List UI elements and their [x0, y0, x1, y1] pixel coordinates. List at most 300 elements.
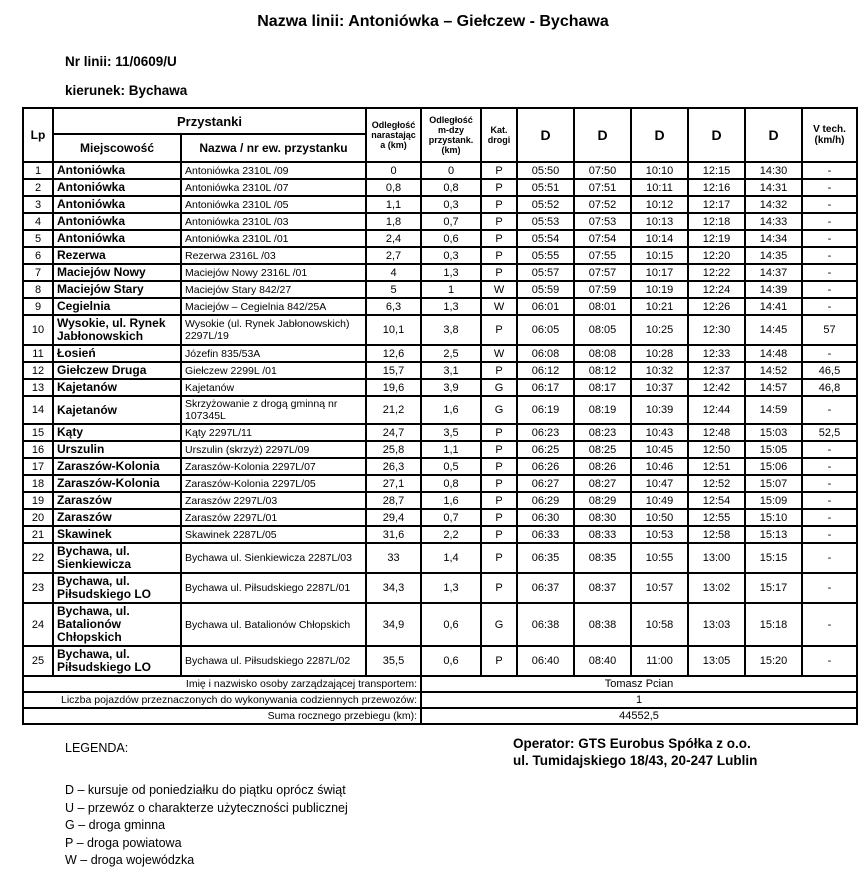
- table-row: [23, 281, 857, 298]
- cell-departure-time-1: 06:40: [517, 646, 574, 676]
- cell-v-tech: -: [802, 475, 857, 492]
- cell-distance-cumulative: 4: [366, 264, 421, 281]
- table-row: [23, 573, 857, 603]
- cell-distance-cumulative: 0: [366, 162, 421, 179]
- cell-lp: 1: [23, 162, 53, 179]
- cell-departure-time-2: 08:12: [574, 362, 631, 379]
- cell-distance-between: 0,7: [421, 213, 481, 230]
- cell-departure-time-1: 05:52: [517, 196, 574, 213]
- cell-city: Bychawa, ul. Batalionów Chłopskich: [53, 603, 181, 646]
- cell-departure-time-1: 06:37: [517, 573, 574, 603]
- cell-departure-time-4: 12:58: [688, 526, 745, 543]
- cell-departure-time-2: 08:40: [574, 646, 631, 676]
- cell-distance-between: 2,2: [421, 526, 481, 543]
- cell-lp: 23: [23, 573, 53, 603]
- cell-distance-between: 1,4: [421, 543, 481, 573]
- cell-road-category: W: [481, 281, 517, 298]
- cell-departure-time-3: 10:39: [631, 396, 688, 424]
- cell-departure-time-5: 14:39: [745, 281, 802, 298]
- cell-distance-between: 0,3: [421, 247, 481, 264]
- cell-stop-name: Skrzyżowanie z drogą gminną nr 107345L: [181, 396, 366, 424]
- cell-distance-cumulative: 21,2: [366, 396, 421, 424]
- cell-departure-time-1: 06:05: [517, 315, 574, 345]
- cell-road-category: P: [481, 424, 517, 441]
- cell-distance-between: 3,9: [421, 379, 481, 396]
- cell-city: Bychawa, ul. Sienkiewicza: [53, 543, 181, 573]
- cell-distance-between: 0,7: [421, 509, 481, 526]
- table-row: [23, 458, 857, 475]
- cell-stop-name: Maciejów Stary 842/27: [181, 281, 366, 298]
- cell-lp: 14: [23, 396, 53, 424]
- cell-v-tech: -: [802, 646, 857, 676]
- cell-v-tech: -: [802, 213, 857, 230]
- legend-item: D – kursuje od poniedziałku do piątku oprócz świąt: [65, 783, 346, 797]
- cell-departure-time-2: 08:23: [574, 424, 631, 441]
- cell-distance-cumulative: 2,4: [366, 230, 421, 247]
- operator-info: [513, 735, 757, 769]
- cell-distance-between: 1,1: [421, 441, 481, 458]
- cell-distance-between: 1,6: [421, 492, 481, 509]
- cell-city: Giełczew Druga: [53, 362, 181, 379]
- cell-distance-between: 2,5: [421, 345, 481, 362]
- cell-departure-time-1: 06:38: [517, 603, 574, 646]
- cell-departure-time-4: 12:44: [688, 396, 745, 424]
- cell-v-tech: 46,5: [802, 362, 857, 379]
- cell-v-tech: -: [802, 603, 857, 646]
- cell-departure-time-3: 10:45: [631, 441, 688, 458]
- cell-city: Antoniówka: [53, 213, 181, 230]
- cell-departure-time-3: 10:32: [631, 362, 688, 379]
- cell-departure-time-1: 06:12: [517, 362, 574, 379]
- operator-name: Operator: GTS Eurobus Spółka z o.o.: [513, 736, 751, 751]
- cell-departure-time-5: 14:35: [745, 247, 802, 264]
- cell-lp: 7: [23, 264, 53, 281]
- cell-distance-cumulative: 19,6: [366, 379, 421, 396]
- cell-distance-cumulative: 1,8: [366, 213, 421, 230]
- cell-departure-time-2: 07:51: [574, 179, 631, 196]
- cell-v-tech: -: [802, 509, 857, 526]
- cell-road-category: P: [481, 179, 517, 196]
- cell-city: Antoniówka: [53, 196, 181, 213]
- cell-departure-time-3: 10:37: [631, 379, 688, 396]
- cell-distance-between: 0,8: [421, 475, 481, 492]
- cell-v-tech: -: [802, 230, 857, 247]
- header-d-3: D: [631, 108, 688, 162]
- cell-v-tech: -: [802, 441, 857, 458]
- cell-stop-name: Kąty 2297L/11: [181, 424, 366, 441]
- cell-city: Łosień: [53, 345, 181, 362]
- cell-road-category: P: [481, 646, 517, 676]
- table-row: [23, 603, 857, 646]
- cell-departure-time-5: 15:20: [745, 646, 802, 676]
- legend-item: G – droga gminna: [65, 818, 166, 832]
- cell-city: Cegielnia: [53, 298, 181, 315]
- cell-road-category: P: [481, 362, 517, 379]
- cell-departure-time-2: 07:57: [574, 264, 631, 281]
- table-row: [23, 264, 857, 281]
- cell-departure-time-5: 15:13: [745, 526, 802, 543]
- table-row: [23, 179, 857, 196]
- cell-departure-time-3: 10:47: [631, 475, 688, 492]
- cell-stop-name: Bychawa ul. Piłsudskiego 2287L/01: [181, 573, 366, 603]
- cell-v-tech: -: [802, 458, 857, 475]
- cell-road-category: P: [481, 162, 517, 179]
- timetable: [22, 107, 858, 725]
- cell-departure-time-4: 12:30: [688, 315, 745, 345]
- page-title: Nazwa linii: Antoniówka – Giełczew - Bychawa: [257, 13, 609, 30]
- cell-v-tech: -: [802, 247, 857, 264]
- line-number: Nr linii: 11/0609/U: [65, 54, 177, 69]
- cell-v-tech: -: [802, 573, 857, 603]
- cell-v-tech: -: [802, 179, 857, 196]
- cell-departure-time-4: 12:51: [688, 458, 745, 475]
- legend-title: LEGENDA:: [65, 741, 129, 755]
- header-v-tech: V tech. (km/h): [802, 108, 857, 162]
- cell-road-category: P: [481, 526, 517, 543]
- cell-departure-time-2: 07:52: [574, 196, 631, 213]
- cell-city: Antoniówka: [53, 230, 181, 247]
- cell-stop-name: Zaraszów-Kolonia 2297L/07: [181, 458, 366, 475]
- cell-departure-time-5: 14:33: [745, 213, 802, 230]
- cell-departure-time-4: 12:54: [688, 492, 745, 509]
- cell-departure-time-4: 12:50: [688, 441, 745, 458]
- cell-distance-cumulative: 34,9: [366, 603, 421, 646]
- cell-departure-time-5: 14:52: [745, 362, 802, 379]
- cell-departure-time-3: 10:14: [631, 230, 688, 247]
- table-row: [23, 315, 857, 345]
- cell-departure-time-3: 10:19: [631, 281, 688, 298]
- cell-stop-name: Antoniówka 2310L /07: [181, 179, 366, 196]
- table-row: [23, 441, 857, 458]
- cell-distance-cumulative: 12,6: [366, 345, 421, 362]
- timetable-footer: [23, 676, 857, 724]
- cell-v-tech: -: [802, 298, 857, 315]
- cell-lp: 12: [23, 362, 53, 379]
- cell-v-tech: 52,5: [802, 424, 857, 441]
- table-row: [23, 396, 857, 424]
- cell-distance-cumulative: 29,4: [366, 509, 421, 526]
- table-row: [23, 213, 857, 230]
- cell-road-category: P: [481, 213, 517, 230]
- cell-stop-name: Bychawa ul. Sienkiewicza 2287L/03: [181, 543, 366, 573]
- cell-departure-time-3: 10:53: [631, 526, 688, 543]
- cell-lp: 16: [23, 441, 53, 458]
- cell-road-category: P: [481, 543, 517, 573]
- cell-departure-time-5: 15:03: [745, 424, 802, 441]
- cell-departure-time-1: 05:50: [517, 162, 574, 179]
- cell-distance-cumulative: 35,5: [366, 646, 421, 676]
- cell-city: Antoniówka: [53, 162, 181, 179]
- cell-departure-time-4: 12:26: [688, 298, 745, 315]
- cell-departure-time-2: 07:54: [574, 230, 631, 247]
- cell-stop-name: Zaraszów 2297L/01: [181, 509, 366, 526]
- cell-departure-time-4: 12:15: [688, 162, 745, 179]
- direction: kierunek: Bychawa: [65, 83, 188, 98]
- cell-stop-name: Maciejów – Cegielnia 842/25A: [181, 298, 366, 315]
- cell-lp: 17: [23, 458, 53, 475]
- table-row: [23, 379, 857, 396]
- cell-v-tech: -: [802, 264, 857, 281]
- header-d-5: D: [745, 108, 802, 162]
- cell-stop-name: Antoniówka 2310L /03: [181, 213, 366, 230]
- cell-departure-time-5: 14:30: [745, 162, 802, 179]
- cell-departure-time-2: 08:17: [574, 379, 631, 396]
- cell-departure-time-2: 08:05: [574, 315, 631, 345]
- cell-stop-name: Giełczew 2299L /01: [181, 362, 366, 379]
- cell-distance-between: 0,3: [421, 196, 481, 213]
- cell-departure-time-1: 06:26: [517, 458, 574, 475]
- cell-departure-time-2: 08:19: [574, 396, 631, 424]
- cell-distance-between: 1,3: [421, 264, 481, 281]
- cell-departure-time-4: 12:20: [688, 247, 745, 264]
- header-lp: Lp: [23, 108, 53, 162]
- cell-departure-time-1: 06:25: [517, 441, 574, 458]
- cell-departure-time-3: 10:55: [631, 543, 688, 573]
- summary-row: [23, 692, 857, 708]
- table-row: [23, 509, 857, 526]
- header-przystanki: Przystanki: [53, 108, 366, 134]
- cell-stop-name: Antoniówka 2310L /05: [181, 196, 366, 213]
- cell-city: Wysokie, ul. Rynek Jabłonowskich: [53, 315, 181, 345]
- cell-city: Zaraszów-Kolonia: [53, 458, 181, 475]
- summary-value: 1: [421, 692, 857, 708]
- cell-departure-time-2: 07:59: [574, 281, 631, 298]
- cell-departure-time-3: 10:10: [631, 162, 688, 179]
- header-d-2: D: [574, 108, 631, 162]
- cell-city: Kajetanów: [53, 379, 181, 396]
- cell-departure-time-5: 14:31: [745, 179, 802, 196]
- cell-road-category: G: [481, 396, 517, 424]
- cell-departure-time-3: 10:50: [631, 509, 688, 526]
- cell-stop-name: Zaraszów-Kolonia 2297L/05: [181, 475, 366, 492]
- cell-distance-between: 0,6: [421, 230, 481, 247]
- cell-stop-name: Zaraszów 2297L/03: [181, 492, 366, 509]
- cell-distance-between: 3,1: [421, 362, 481, 379]
- cell-departure-time-3: 10:17: [631, 264, 688, 281]
- cell-departure-time-2: 08:30: [574, 509, 631, 526]
- cell-city: Antoniówka: [53, 179, 181, 196]
- cell-road-category: P: [481, 509, 517, 526]
- cell-departure-time-1: 06:19: [517, 396, 574, 424]
- cell-stop-name: Wysokie (ul. Rynek Jabłonowskich) 2297L/19: [181, 315, 366, 345]
- cell-road-category: G: [481, 379, 517, 396]
- cell-lp: 3: [23, 196, 53, 213]
- cell-lp: 4: [23, 213, 53, 230]
- cell-road-category: W: [481, 345, 517, 362]
- cell-departure-time-4: 12:16: [688, 179, 745, 196]
- cell-departure-time-1: 05:51: [517, 179, 574, 196]
- cell-departure-time-4: 12:17: [688, 196, 745, 213]
- cell-stop-name: Bychawa ul. Piłsudskiego 2287L/02: [181, 646, 366, 676]
- cell-lp: 21: [23, 526, 53, 543]
- summary-row: [23, 708, 857, 724]
- cell-lp: 9: [23, 298, 53, 315]
- cell-departure-time-1: 06:33: [517, 526, 574, 543]
- cell-distance-between: 0: [421, 162, 481, 179]
- cell-city: Skawinek: [53, 526, 181, 543]
- cell-distance-cumulative: 26,3: [366, 458, 421, 475]
- cell-departure-time-2: 08:01: [574, 298, 631, 315]
- cell-distance-cumulative: 27,1: [366, 475, 421, 492]
- operator-address: ul. Tumidajskiego 18/43, 20-247 Lublin: [513, 753, 758, 768]
- table-row: [23, 646, 857, 676]
- cell-lp: 10: [23, 315, 53, 345]
- cell-departure-time-2: 08:25: [574, 441, 631, 458]
- cell-departure-time-1: 06:08: [517, 345, 574, 362]
- cell-departure-time-4: 12:22: [688, 264, 745, 281]
- cell-departure-time-4: 12:42: [688, 379, 745, 396]
- cell-departure-time-2: 08:35: [574, 543, 631, 573]
- cell-v-tech: -: [802, 345, 857, 362]
- cell-departure-time-4: 12:24: [688, 281, 745, 298]
- cell-departure-time-4: 13:05: [688, 646, 745, 676]
- header-city: Miejscowość: [53, 134, 181, 162]
- cell-v-tech: -: [802, 281, 857, 298]
- cell-stop-name: Rezerwa 2316L /03: [181, 247, 366, 264]
- header-stop-name: Nazwa / nr ew. przystanku: [181, 134, 366, 162]
- cell-departure-time-5: 15:06: [745, 458, 802, 475]
- table-row: [23, 196, 857, 213]
- cell-departure-time-1: 06:23: [517, 424, 574, 441]
- cell-city: Bychawa, ul. Piłsudskiego LO: [53, 646, 181, 676]
- cell-road-category: G: [481, 603, 517, 646]
- cell-v-tech: 46,8: [802, 379, 857, 396]
- table-row: [23, 424, 857, 441]
- cell-lp: 15: [23, 424, 53, 441]
- cell-road-category: W: [481, 298, 517, 315]
- cell-departure-time-3: 10:25: [631, 315, 688, 345]
- cell-lp: 2: [23, 179, 53, 196]
- summary-label: Imię i nazwisko osoby zarządzającej transportem:: [23, 676, 421, 692]
- cell-v-tech: -: [802, 196, 857, 213]
- cell-departure-time-3: 10:12: [631, 196, 688, 213]
- cell-lp: 13: [23, 379, 53, 396]
- cell-departure-time-1: 06:01: [517, 298, 574, 315]
- cell-departure-time-2: 07:50: [574, 162, 631, 179]
- cell-distance-between: 0,8: [421, 179, 481, 196]
- table-row: [23, 526, 857, 543]
- cell-departure-time-2: 08:33: [574, 526, 631, 543]
- table-row: [23, 230, 857, 247]
- cell-stop-name: Bychawa ul. Batalionów Chłopskich: [181, 603, 366, 646]
- cell-lp: 18: [23, 475, 53, 492]
- cell-departure-time-5: 15:10: [745, 509, 802, 526]
- cell-departure-time-4: 13:03: [688, 603, 745, 646]
- cell-departure-time-1: 06:17: [517, 379, 574, 396]
- cell-road-category: P: [481, 230, 517, 247]
- cell-city: Zaraszów: [53, 492, 181, 509]
- cell-road-category: P: [481, 264, 517, 281]
- cell-city: Rezerwa: [53, 247, 181, 264]
- cell-stop-name: Kajetanów: [181, 379, 366, 396]
- summary-value: 44552,5: [421, 708, 857, 724]
- cell-departure-time-5: 14:34: [745, 230, 802, 247]
- cell-departure-time-2: 08:37: [574, 573, 631, 603]
- cell-departure-time-3: 10:21: [631, 298, 688, 315]
- cell-distance-cumulative: 31,6: [366, 526, 421, 543]
- cell-distance-cumulative: 0,8: [366, 179, 421, 196]
- cell-departure-time-1: 05:53: [517, 213, 574, 230]
- cell-road-category: P: [481, 573, 517, 603]
- cell-stop-name: Maciejów Nowy 2316L /01: [181, 264, 366, 281]
- cell-distance-cumulative: 5: [366, 281, 421, 298]
- cell-departure-time-5: 15:15: [745, 543, 802, 573]
- table-row: [23, 475, 857, 492]
- cell-departure-time-5: 14:41: [745, 298, 802, 315]
- table-row: [23, 345, 857, 362]
- cell-lp: 11: [23, 345, 53, 362]
- cell-departure-time-5: 14:37: [745, 264, 802, 281]
- cell-distance-between: 1,6: [421, 396, 481, 424]
- cell-departure-time-4: 13:00: [688, 543, 745, 573]
- cell-departure-time-4: 12:33: [688, 345, 745, 362]
- cell-road-category: P: [481, 475, 517, 492]
- header-d-1: D: [517, 108, 574, 162]
- cell-departure-time-3: 10:49: [631, 492, 688, 509]
- cell-departure-time-1: 06:30: [517, 509, 574, 526]
- cell-distance-between: 1: [421, 281, 481, 298]
- cell-departure-time-5: 15:09: [745, 492, 802, 509]
- cell-departure-time-4: 13:02: [688, 573, 745, 603]
- cell-departure-time-3: 10:13: [631, 213, 688, 230]
- cell-distance-between: 3,5: [421, 424, 481, 441]
- cell-lp: 20: [23, 509, 53, 526]
- cell-distance-between: 1,3: [421, 298, 481, 315]
- cell-city: Kajetanów: [53, 396, 181, 424]
- header-distance-between: Odległość m-dzy przystank. (km): [421, 108, 481, 162]
- cell-stop-name: Józefin 835/53A: [181, 345, 366, 362]
- cell-road-category: P: [481, 492, 517, 509]
- cell-road-category: P: [481, 458, 517, 475]
- cell-distance-cumulative: 10,1: [366, 315, 421, 345]
- legend-item: P – droga powiatowa: [65, 835, 182, 850]
- cell-distance-between: 0,6: [421, 646, 481, 676]
- cell-departure-time-3: 10:46: [631, 458, 688, 475]
- table-row: [23, 247, 857, 264]
- cell-distance-cumulative: 6,3: [366, 298, 421, 315]
- timetable-body: [23, 162, 857, 676]
- cell-city: Kąty: [53, 424, 181, 441]
- cell-departure-time-2: 07:55: [574, 247, 631, 264]
- cell-v-tech: -: [802, 543, 857, 573]
- cell-lp: 6: [23, 247, 53, 264]
- cell-departure-time-1: 05:55: [517, 247, 574, 264]
- cell-distance-cumulative: 15,7: [366, 362, 421, 379]
- cell-stop-name: Skawinek 2287L/05: [181, 526, 366, 543]
- cell-departure-time-5: 15:07: [745, 475, 802, 492]
- cell-city: Urszulin: [53, 441, 181, 458]
- cell-city: Bychawa, ul. Piłsudskiego LO: [53, 573, 181, 603]
- cell-lp: 5: [23, 230, 53, 247]
- cell-departure-time-2: 08:08: [574, 345, 631, 362]
- summary-label: Liczba pojazdów przeznaczonych do wykonywania codziennych przewozów:: [23, 692, 421, 708]
- table-row: [23, 298, 857, 315]
- legend-item: U – przewóz o charakterze użyteczności publicznej: [65, 800, 348, 815]
- cell-v-tech: -: [802, 162, 857, 179]
- cell-departure-time-2: 08:38: [574, 603, 631, 646]
- cell-departure-time-5: 15:17: [745, 573, 802, 603]
- cell-road-category: P: [481, 315, 517, 345]
- cell-departure-time-4: 12:48: [688, 424, 745, 441]
- cell-departure-time-4: 12:18: [688, 213, 745, 230]
- cell-v-tech: -: [802, 526, 857, 543]
- cell-distance-cumulative: 33: [366, 543, 421, 573]
- table-row: [23, 492, 857, 509]
- cell-lp: 8: [23, 281, 53, 298]
- cell-departure-time-2: 08:27: [574, 475, 631, 492]
- cell-departure-time-2: 08:26: [574, 458, 631, 475]
- cell-distance-between: 0,5: [421, 458, 481, 475]
